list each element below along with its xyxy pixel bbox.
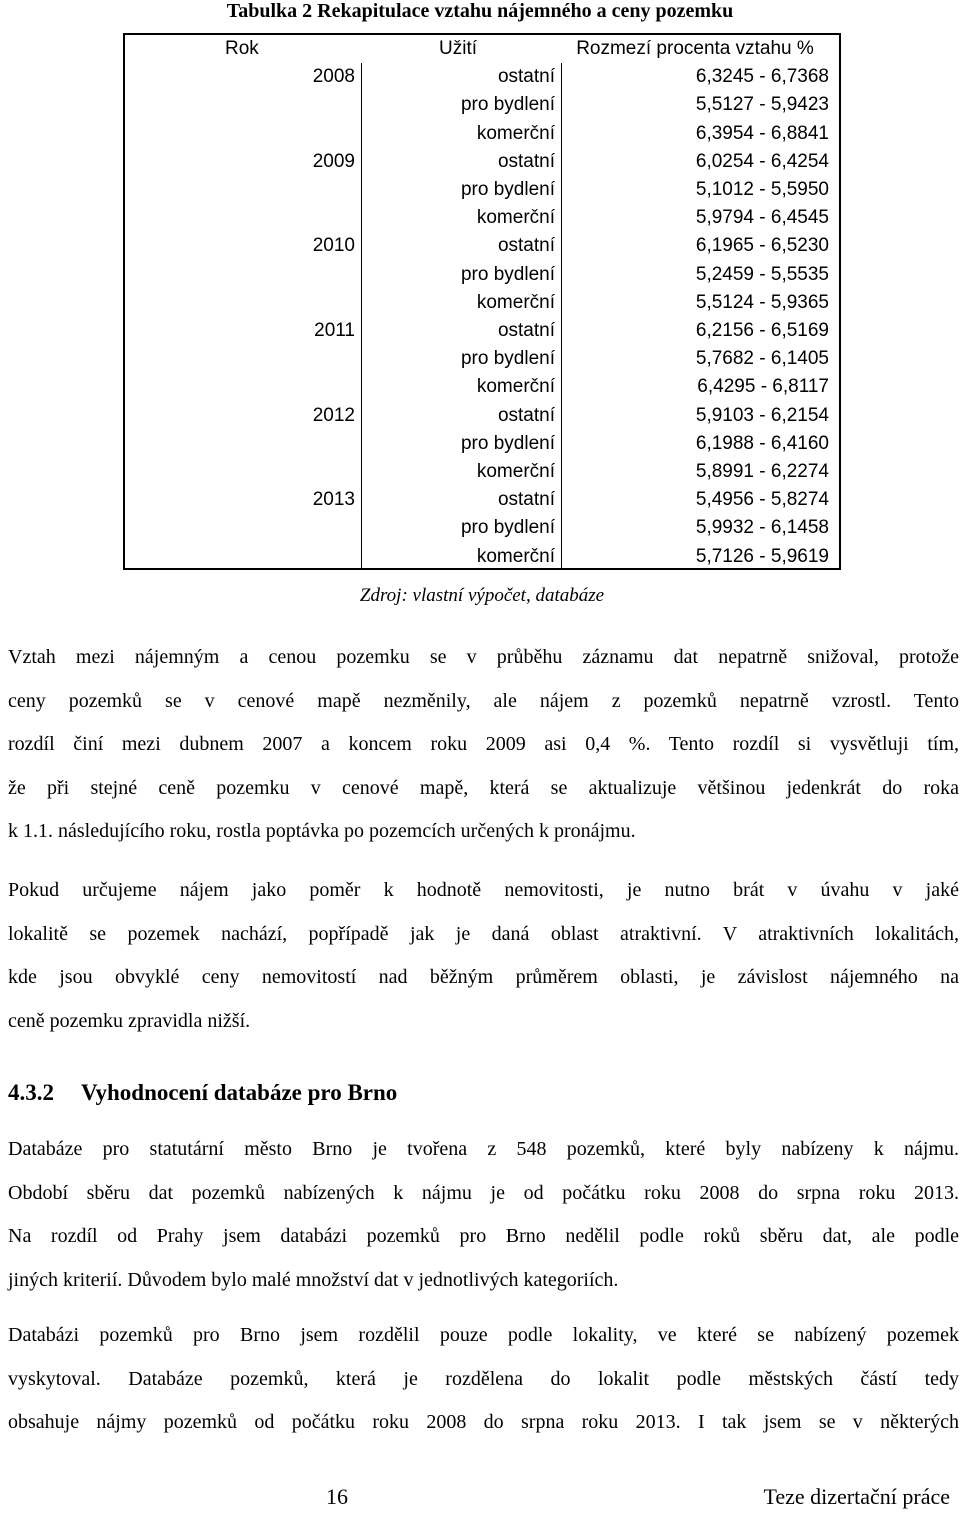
use-cell: pro bydlení <box>460 263 555 285</box>
text-line: obsahuje nájmy pozemků od počátku roku 2008 do srpna roku 2013. I tak jsem se v některých <box>8 1411 959 1433</box>
year-cell: 2012 <box>312 404 355 426</box>
year-cell <box>125 204 361 232</box>
use-cell: komerční <box>476 207 555 229</box>
year-cell: 2013 <box>312 489 355 511</box>
table-row <box>125 120 839 148</box>
table-row <box>125 317 839 345</box>
column-header: Užití <box>439 38 477 59</box>
year-cell <box>125 176 361 204</box>
table-row <box>125 543 839 571</box>
range-cell: 5,9103 - 6,2154 <box>695 404 829 426</box>
text-line: Vztah mezi nájemným a cenou pozemku se v průběhu záznamu dat nepatrně snižoval, protože <box>8 646 959 668</box>
use-cell: ostatní <box>497 320 555 341</box>
table-source: Zdroj: vlastní výpočet, databáze <box>359 585 605 606</box>
table-row <box>125 176 839 204</box>
text-line: jiných kriterií. Důvodem bylo malé množství dat v jednotlivých kategoriích. <box>8 1268 619 1291</box>
range-cell: 5,7682 - 6,1405 <box>695 348 829 370</box>
year-cell <box>125 514 361 542</box>
range-cell: 5,7126 - 5,9619 <box>695 545 829 567</box>
range-cell: 6,1988 - 6,4160 <box>695 432 829 454</box>
column-header: Rok <box>225 38 259 59</box>
paragraph <box>8 1314 959 1445</box>
table-caption: Tabulka 2 Rekapitulace vztahu nájemného a ceny pozemku <box>226 0 734 22</box>
use-cell: ostatní <box>497 66 555 88</box>
use-cell: pro bydlení <box>460 94 555 116</box>
use-cell: pro bydlení <box>460 348 555 370</box>
table-row <box>125 458 839 486</box>
range-cell: 5,9932 - 6,1458 <box>695 517 829 539</box>
table-row <box>125 514 839 542</box>
table-row <box>125 232 839 260</box>
year-cell <box>125 373 361 401</box>
range-cell: 6,0254 - 6,4254 <box>695 150 829 172</box>
table-header-row <box>125 35 839 63</box>
use-cell: pro bydlení <box>460 517 555 539</box>
year-cell: 2011 <box>314 320 355 341</box>
table-row <box>125 402 839 430</box>
range-cell: 5,5127 - 5,9423 <box>695 94 829 116</box>
section-heading <box>8 1073 397 1113</box>
year-cell <box>125 345 361 373</box>
text-line: Databáze pro statutární město Brno je tvořena z 548 pozemků, které byly nabízeny k nájmu. <box>8 1138 959 1160</box>
text-line: ceny pozemků se v cenové mapě nezměnily, ale nájem z pozemků nepatrně vzrostl. Tento <box>8 689 959 712</box>
range-cell: 5,5124 - 5,9365 <box>695 291 829 313</box>
table-row <box>125 289 839 317</box>
table-row <box>125 345 839 373</box>
year-cell <box>125 261 361 289</box>
range-cell: 5,1012 - 5,5950 <box>695 179 829 200</box>
section-number: 4.3.2 <box>8 1080 54 1105</box>
range-cell: 5,9794 - 6,4545 <box>695 207 829 229</box>
year-cell <box>125 458 361 486</box>
use-cell: pro bydlení <box>460 179 555 200</box>
data-table <box>123 33 841 570</box>
column-header: Rozmezí procenta vztahu % <box>576 38 814 59</box>
use-cell: pro bydlení <box>460 432 555 454</box>
text-line: lokalitě se pozemek nachází, popřípadě jak je daná oblast atraktivní. V atraktivních lokalitách, <box>8 922 959 945</box>
use-cell: komerční <box>476 461 555 482</box>
use-cell: ostatní <box>497 489 555 511</box>
year-cell <box>125 430 361 458</box>
use-cell: komerční <box>476 545 555 567</box>
use-cell: komerční <box>476 291 555 313</box>
paragraph <box>8 869 959 1043</box>
table-row <box>125 261 839 289</box>
range-cell: 6,2156 - 6,5169 <box>695 320 829 341</box>
paragraph <box>8 1128 959 1302</box>
text-line: rozdíl činí mezi dubnem 2007 a koncem roku 2009 asi 0,4 %. Tento rozdíl si vysvětluji tím, <box>8 733 959 755</box>
range-cell: 5,4956 - 5,8274 <box>695 489 829 511</box>
year-cell: 2010 <box>312 235 355 257</box>
page-number: 16 <box>326 1484 348 1509</box>
range-cell: 6,3954 - 6,8841 <box>695 122 829 144</box>
use-cell: ostatní <box>497 235 555 257</box>
range-cell: 6,3245 - 6,7368 <box>695 66 829 88</box>
range-cell: 5,2459 - 5,5535 <box>695 263 829 285</box>
range-cell: 6,4295 - 6,8117 <box>697 376 829 398</box>
year-cell: 2008 <box>312 66 355 88</box>
table-row <box>125 486 839 514</box>
table-row <box>125 63 839 91</box>
paragraph <box>8 636 959 854</box>
year-cell <box>125 120 361 148</box>
text-line: Na rozdíl od Prahy jsem databázi pozemků pro Brno nedělil podle roků sběru dat, ale podle <box>8 1225 959 1247</box>
text-line: kde jsou obvyklé ceny nemovitostí nad běžným průměrem oblasti, je závislost nájemného na <box>8 966 959 988</box>
use-cell: ostatní <box>497 404 555 426</box>
text-line: ceně pozemku zpravidla nižší. <box>8 1009 251 1032</box>
table-row <box>125 148 839 176</box>
use-cell: komerční <box>476 376 555 398</box>
text-line: Pokud určujeme nájem jako poměr k hodnotě nemovitosti, je nutno brát v úvahu v jaké <box>8 879 959 901</box>
text-line: Databázi pozemků pro Brno jsem rozdělil pouze podle lokality, ve které se nabízený pozemek <box>8 1324 959 1346</box>
year-cell <box>125 289 361 317</box>
table-row <box>125 373 839 401</box>
footer-title: Teze dizertační práce <box>763 1484 950 1509</box>
table-row <box>125 430 839 458</box>
text-line: Období sběru dat pozemků nabízených k nájmu je od počátku roku 2008 do srpna roku 2013. <box>8 1181 959 1204</box>
range-cell: 5,8991 - 6,2274 <box>695 461 829 482</box>
year-cell <box>125 543 361 571</box>
text-line: k 1.1. následujícího roku, rostla poptávka po pozemcích určených k pronájmu. <box>8 820 636 842</box>
section-title: Vyhodnocení databáze pro Brno <box>81 1080 398 1105</box>
text-line: vyskytoval. Databáze pozemků, která je rozdělena do lokalit podle městských částí tedy <box>8 1367 959 1390</box>
text-line: že při stejné ceně pozemku v cenové mapě, která se aktualizuje většinou jedenkrát do roka <box>8 776 959 799</box>
table-row <box>125 91 839 119</box>
use-cell: komerční <box>476 122 555 144</box>
year-cell: 2009 <box>312 150 355 172</box>
year-cell <box>125 91 361 119</box>
table-row <box>125 204 839 232</box>
range-cell: 6,1965 - 6,5230 <box>695 235 829 257</box>
use-cell: ostatní <box>497 150 555 172</box>
